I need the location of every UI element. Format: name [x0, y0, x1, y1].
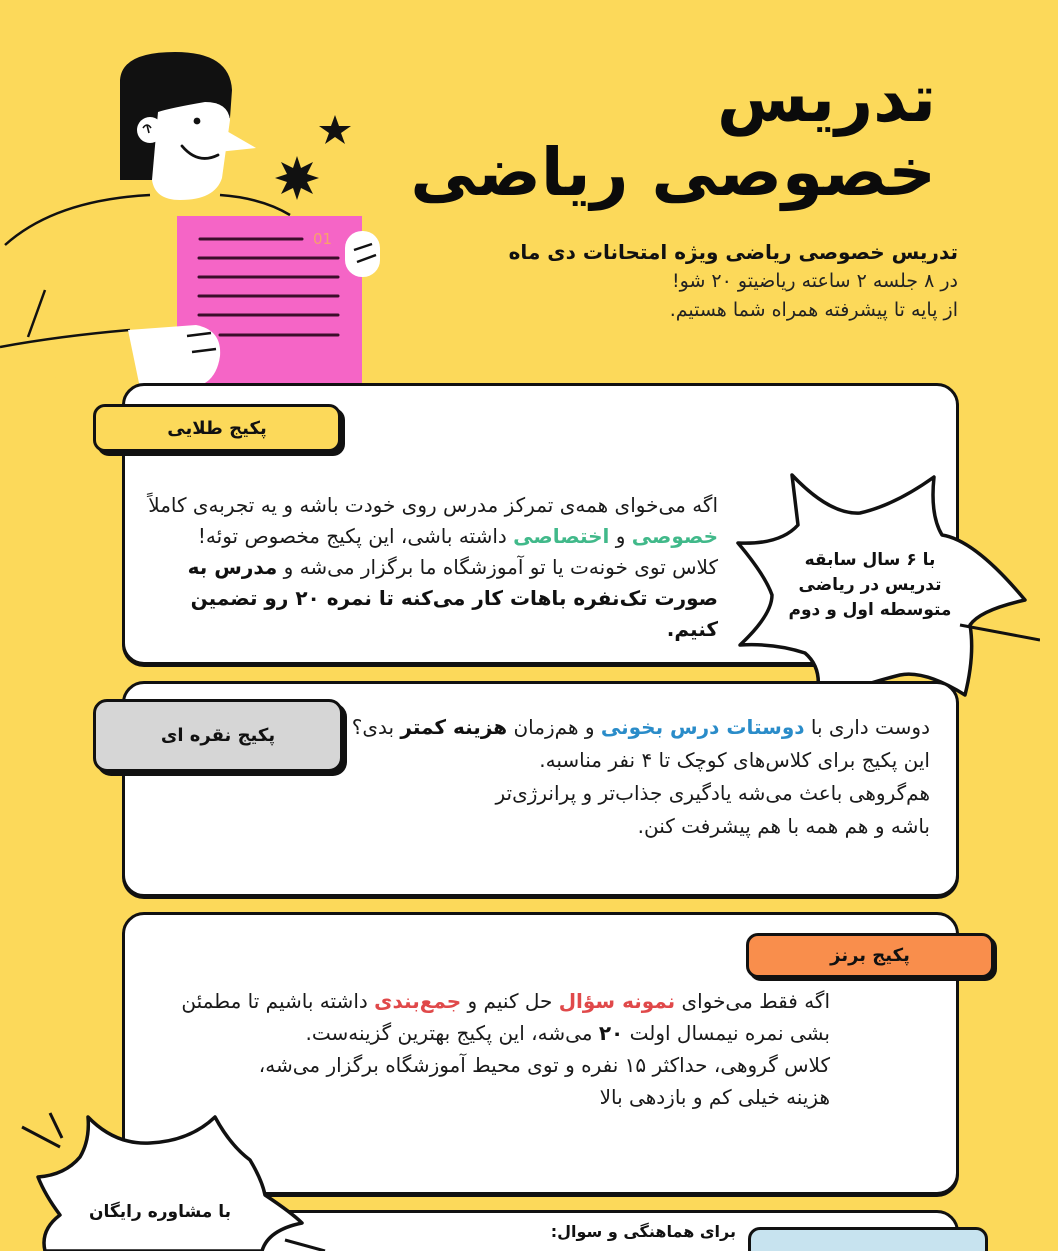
- silver-package-description: [330, 711, 930, 843]
- bronze-package-tag: [746, 933, 994, 978]
- consult-burst: [70, 1202, 250, 1222]
- gold-package-description: [148, 490, 718, 645]
- bold-guarantee: مدرس به صورت تک‌نفره باهات کار می‌کنه تا نمره ۲۰ رو تضمین کنیم.: [187, 555, 718, 641]
- text-segment: می‌شه، این پکیج بهترین گزینه‌ست.: [305, 1021, 599, 1045]
- text-segment: دوست داری با: [804, 715, 930, 739]
- experience-burst: [780, 548, 960, 623]
- consult-label: با مشاوره رایگان: [89, 1202, 231, 1222]
- text-segment: داشته باشیم تا مطمئن بشی نمره نیمسال اولت: [181, 989, 830, 1045]
- gold-package-tag: [93, 404, 341, 452]
- page-title: [410, 62, 936, 210]
- highlight-summary: جمع‌بندی: [374, 989, 462, 1013]
- bronze-package-label: پکیج برنز: [830, 945, 910, 966]
- text-segment: اگه فقط می‌خوای: [675, 989, 830, 1013]
- highlight-exclusive: اختصاصی: [513, 524, 610, 548]
- highlight-private: خصوصی: [631, 524, 718, 548]
- highlight-friends: دوستات درس بخونی: [600, 715, 805, 739]
- bronze-line-2: کلاس گروهی، حداکثر ۱۵ نفره و توی محیط آموزشگاه برگزار می‌شه،: [258, 1053, 830, 1077]
- paper-number: 01: [313, 230, 333, 248]
- title-line-2: خصوصی ریاضی: [410, 134, 936, 211]
- contact-tag: [748, 1227, 988, 1251]
- bronze-line-3: هزینه خیلی کم و بازدهی بالا: [599, 1085, 830, 1109]
- text-segment: اگه می‌خوای همه‌ی تمرکز مدرس روی خودت باشه و یه تجربه‌ی کاملاً: [148, 493, 718, 517]
- contact-label: برای هماهنگی و سوال:: [550, 1222, 736, 1241]
- bold-lower-cost: هزینه کمتر: [400, 715, 508, 739]
- experience-line-1: با ۶ سال سابقه: [804, 550, 936, 570]
- silver-line-3: هم‌گروهی باعث می‌شه یادگیری جذاب‌تر و پرانرژی‌تر: [495, 781, 930, 805]
- silver-line-2: این پکیج برای کلاس‌های کوچک تا ۴ نفر مناسبه.: [539, 748, 930, 772]
- teacher-illustration: [0, 40, 400, 390]
- experience-line-2: تدریس در ریاضی: [798, 575, 942, 595]
- text-segment: حل کنیم و: [461, 989, 559, 1013]
- subtitle-line-2: از پایه تا پیشرفته همراه شما هستیم.: [669, 299, 958, 321]
- text-segment: و: [609, 524, 632, 548]
- silver-package-label: پکیج نقره ای: [160, 725, 276, 746]
- bold-score: ۲۰: [598, 1021, 624, 1045]
- title-line-1: تدریس: [717, 60, 936, 137]
- subtitle-line-1: در ۸ جلسه ۲ ساعته ریاضیتو ۲۰ شو!: [672, 270, 958, 292]
- gold-package-label: پکیج طلایی: [167, 417, 267, 439]
- text-segment: و هم‌زمان: [507, 715, 601, 739]
- text-segment: بدی؟: [351, 715, 401, 739]
- bronze-package-description: [160, 985, 830, 1113]
- text-segment: داشته باشی، این پکیج مخصوص توئه! کلاس توی خونه‌ت یا تو آموزشگاه ما برگزار می‌شه و: [197, 524, 718, 579]
- header-subtitle-block: [438, 238, 958, 325]
- consult-burst-shape: [0, 1105, 330, 1251]
- silver-package-tag: [93, 699, 343, 772]
- silver-line-4: باشه و هم همه با هم پیشرفت کنن.: [637, 814, 930, 838]
- experience-line-3: متوسطه اول و دوم: [788, 600, 952, 620]
- highlight-sample-questions: نمونه سؤال: [558, 989, 676, 1013]
- subtitle: تدریس خصوصی ریاضی ویژه امتحانات دی ماه: [508, 240, 958, 264]
